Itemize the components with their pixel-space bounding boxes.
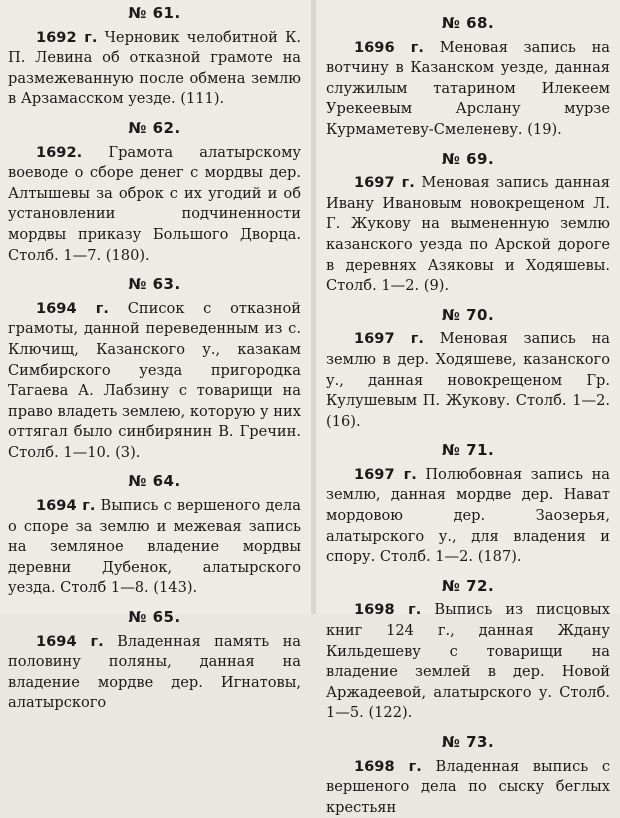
entry-text [326,173,610,297]
entry-number: № 65. [128,608,181,627]
entry-text [8,496,301,599]
entry-number: № 61. [128,4,181,22]
entry-year: 1697 г. [354,330,424,348]
entry-body: Меновая запись данная Ивану Ивановым новокрещеном Л. Г. Жукову на вымененную землю казанского уезда по Арской дороге в деревнях Азяковы и Ходяшевы. Столб. 1—2. (9). [326,174,610,295]
entry-year: 1698 г. [354,757,422,775]
entry-text [326,329,610,432]
right-column [326,0,610,818]
entry-body: Список с отказной грамоты, данной переведенным из с. Ключищ, Казанского у., казакам Симбирского уезда пригородка Тагаева А. Лабзину с товарищи на право владеть землею, которую у них оттягал было синбирянин В. Гречин. Столб. 1—10. (3). [8,299,301,461]
entry-year: 1692 г. [36,28,98,46]
entry-number: № 71. [441,441,495,460]
entry-year: 1696 г. [354,38,424,56]
entry-body: Выпись с вершеного дела о споре за землю и межевая запись на земляное владение мордвы деревни Дубенок, алатырского уезда. Столб 1—8. (143). [8,497,301,597]
entry-text [8,632,301,714]
entry-body: Меновая запись на вотчину в Казанском уезде, данная служилым татарином Илекеем Урекеевым Арслану мурзе Курмаметеву-Смеленеву. (19). [326,38,611,138]
entry-number: № 64. [128,472,181,491]
entry-number: № 62. [128,118,181,137]
entry-year: 1697 г. [354,465,417,483]
entry-text [8,143,301,267]
entry-body: Полюбовная запись на землю, данная мордве дер. Нават мордовою дер. Заозерья, алатырского у., для владения и спору. Столб. 1—2. (187). [326,465,610,566]
column-gutter [311,0,316,614]
entry-body: Черновик челобитной К. П. Левина об отказной грамоте на размежеванную после обмена землю в Арзамасском уезде. (111). [8,28,302,108]
entry-body: Владенная выпись с вершеного дела по сыску беглых крестьян [326,757,610,816]
entry-year: 1697 г. [354,174,415,192]
entry-text [326,757,610,818]
entry-year: 1692. [36,143,83,161]
entry-year: 1694 г. [36,632,104,650]
entry-body: Владенная память на половину поляны, данная на владение мордве дер. Игнатовы, алатырского [8,632,301,712]
entry-number: № 63. [128,275,181,294]
entry-number: № 69. [441,149,495,168]
entry-text [8,299,301,464]
entry-body: Меновая запись на землю в дер. Ходяшеве, казанского у., данная новокрещеном Гр. Кулушевым П. Жукову. Столб. 1—2. (16). [326,330,611,430]
entry-number: № 72. [441,576,495,595]
entry-text [8,28,301,110]
entry-year: 1694 г. [36,299,109,317]
entry-text [326,600,610,724]
left-column [8,0,301,714]
entry-text [326,465,610,568]
entry-number: № 70. [441,305,495,324]
entry-body: Выпись из писцовых книг 124 г., данная Ждану Кильдешеву с товарищи на владение землей в дер. Новой Аржадеевой, алатырского у. Столб. 1—5. (122). [326,601,610,722]
entry-year: 1698 г. [354,601,422,619]
entry-number: № 73. [441,733,495,751]
entry-year: 1694 г. [36,497,96,515]
entry-body: Грамота алатырскому воеводе о сборе денег с мордвы дер. Алтышевы за оброк с их угодий и об установлении подчиненности мордвы приказу Большого Дворца. Столб. 1—7. (180). [8,143,302,264]
entry-number: № 68. [441,14,495,32]
entry-text [326,38,610,141]
